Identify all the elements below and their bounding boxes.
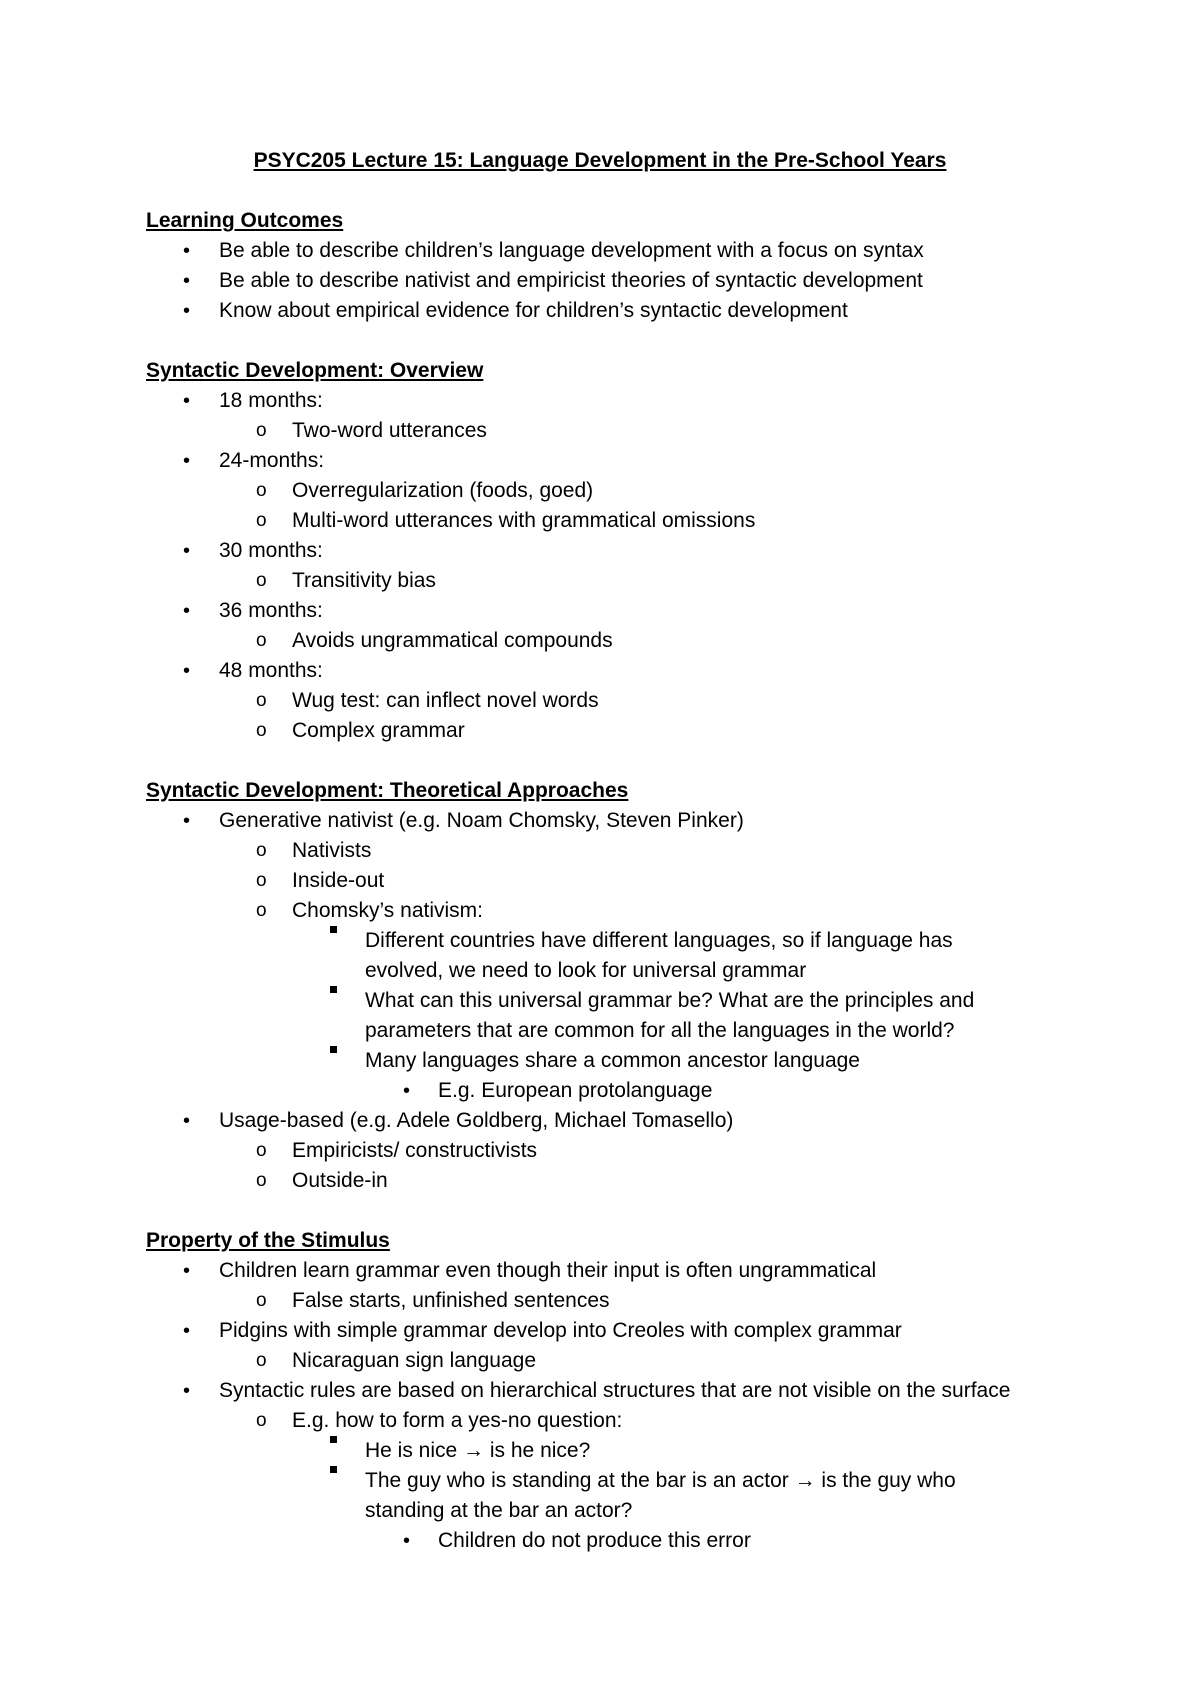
list-item-text: Chomsky’s nativism:	[292, 899, 483, 922]
square-bullet-icon	[330, 986, 337, 993]
list-item	[0, 446, 1200, 476]
bullet-icon: •	[183, 390, 191, 412]
list-item-text: parameters that are common for all the languages in the world?	[365, 1019, 955, 1042]
list-item	[0, 536, 1200, 566]
list-item	[0, 686, 1200, 716]
list-item-text: 24-months:	[219, 449, 325, 472]
list-item	[0, 866, 1200, 896]
bullet-icon: •	[183, 450, 191, 472]
square-bullet-icon	[330, 1436, 337, 1443]
square-bullet-icon	[330, 1466, 337, 1473]
bullet-icon: •	[183, 240, 191, 262]
section-heading-theoretical-approaches: Syntactic Development: Theoretical Approaches	[146, 779, 629, 802]
bullet-icon: •	[183, 810, 191, 832]
list-item	[0, 416, 1200, 446]
bullet-icon: •	[183, 270, 191, 292]
list-item	[0, 1286, 1200, 1316]
list-item-text: The guy who is standing at the bar is an actor → is the guy who	[365, 1469, 956, 1492]
circle-bullet-icon: o	[256, 1170, 267, 1191]
list-item-text: Different countries have different languages, so if language has	[365, 929, 953, 952]
list-item-text: Syntactic rules are based on hierarchical structures that are not visible on the surface	[219, 1379, 1011, 1402]
list-item-text: Inside-out	[292, 869, 385, 892]
list-item	[0, 1136, 1200, 1166]
list-learning-outcomes	[0, 236, 1200, 326]
list-item-text: E.g. how to form a yes-no question:	[292, 1409, 623, 1432]
list-item-text: Transitivity bias	[292, 569, 436, 592]
list-item-text: Nativists	[292, 839, 372, 862]
list-item-text: 18 months:	[219, 389, 323, 412]
list-item-text: Generative nativist (e.g. Noam Chomsky, Steven Pinker)	[219, 809, 744, 832]
list-item	[0, 656, 1200, 686]
list-item-text: Wug test: can inflect novel words	[292, 689, 599, 712]
list-item-text: 36 months:	[219, 599, 323, 622]
list-item-text: Be able to describe nativist and empiricist theories of syntactic development	[219, 269, 923, 292]
bullet-icon: •	[183, 540, 191, 562]
circle-bullet-icon: o	[256, 1140, 267, 1161]
bullet-icon: •	[403, 1530, 411, 1552]
circle-bullet-icon: o	[256, 870, 267, 891]
circle-bullet-icon: o	[256, 570, 267, 591]
circle-bullet-icon: o	[256, 510, 267, 531]
bullet-icon: •	[183, 1320, 191, 1342]
list-item	[0, 1106, 1200, 1136]
list-item	[0, 476, 1200, 506]
list-item-text: Two-word utterances	[292, 419, 487, 442]
circle-bullet-icon: o	[256, 480, 267, 501]
list-item-text: 48 months:	[219, 659, 323, 682]
list-item-text: Overregularization (foods, goed)	[292, 479, 594, 502]
bullet-icon: •	[183, 1110, 191, 1132]
list-item	[0, 1376, 1200, 1406]
list-item	[0, 1256, 1200, 1286]
list-item	[0, 1316, 1200, 1346]
list-item	[0, 596, 1200, 626]
bullet-icon: •	[183, 1260, 191, 1282]
section-heading-learning-outcomes: Learning Outcomes	[146, 209, 344, 232]
list-item-text: Complex grammar	[292, 719, 465, 742]
section-heading-property-of-stimulus: Property of the Stimulus	[146, 1229, 390, 1252]
list-item	[0, 716, 1200, 746]
circle-bullet-icon: o	[256, 1350, 267, 1371]
list-property-of-stimulus	[0, 1256, 1200, 1556]
bullet-icon: •	[183, 300, 191, 322]
bullet-icon: •	[183, 1380, 191, 1402]
list-item-text: He is nice → is he nice?	[365, 1439, 591, 1462]
list-syntactic-overview	[0, 386, 1200, 746]
list-item-text: Multi-word utterances with grammatical omissions	[292, 509, 756, 532]
bullet-icon: •	[183, 600, 191, 622]
list-item	[0, 956, 1200, 986]
square-bullet-icon	[330, 926, 337, 933]
list-item	[0, 566, 1200, 596]
list-item	[0, 1406, 1200, 1436]
list-item-text: Pidgins with simple grammar develop into Creoles with complex grammar	[219, 1319, 902, 1342]
list-item-text: standing at the bar an actor?	[365, 1499, 633, 1522]
list-item	[0, 1526, 1200, 1556]
list-item	[0, 806, 1200, 836]
list-item-text: Know about empirical evidence for children’s syntactic development	[219, 299, 848, 322]
circle-bullet-icon: o	[256, 1290, 267, 1311]
list-item	[0, 1436, 1200, 1466]
circle-bullet-icon: o	[256, 840, 267, 861]
list-item	[0, 1496, 1200, 1526]
list-item-text: Outside-in	[292, 1169, 388, 1192]
list-item-text: Nicaraguan sign language	[292, 1349, 537, 1372]
list-item-text: What can this universal grammar be? What are the principles and	[365, 989, 975, 1012]
list-item-text: Children do not produce this error	[438, 1529, 751, 1552]
list-item-text: Empiricists/ constructivists	[292, 1139, 538, 1162]
list-item	[0, 896, 1200, 926]
list-item	[0, 1466, 1200, 1496]
list-item-text: Avoids ungrammatical compounds	[292, 629, 613, 652]
circle-bullet-icon: o	[256, 630, 267, 651]
list-item-text: Many languages share a common ancestor language	[365, 1049, 860, 1072]
list-item	[0, 926, 1200, 956]
list-item	[0, 236, 1200, 266]
circle-bullet-icon: o	[256, 720, 267, 741]
section-heading-syntactic-overview: Syntactic Development: Overview	[146, 359, 484, 382]
list-item-text: evolved, we need to look for universal grammar	[365, 959, 807, 982]
list-item	[0, 1016, 1200, 1046]
list-item	[0, 1046, 1200, 1076]
list-item	[0, 1166, 1200, 1196]
list-item-text: E.g. European protolanguage	[438, 1079, 713, 1102]
list-item	[0, 506, 1200, 536]
list-item-text: Usage-based (e.g. Adele Goldberg, Michael Tomasello)	[219, 1109, 734, 1132]
circle-bullet-icon: o	[256, 900, 267, 921]
circle-bullet-icon: o	[256, 420, 267, 441]
list-item	[0, 836, 1200, 866]
list-item	[0, 386, 1200, 416]
list-theoretical-approaches	[0, 806, 1200, 1196]
list-item-text: Children learn grammar even though their input is often ungrammatical	[219, 1259, 877, 1282]
bullet-icon: •	[403, 1080, 411, 1102]
list-item	[0, 1346, 1200, 1376]
circle-bullet-icon: o	[256, 690, 267, 711]
list-item	[0, 266, 1200, 296]
list-item-text: False starts, unfinished sentences	[292, 1289, 610, 1312]
list-item	[0, 986, 1200, 1016]
circle-bullet-icon: o	[256, 1410, 267, 1431]
list-item	[0, 1076, 1200, 1106]
list-item	[0, 626, 1200, 656]
list-item	[0, 296, 1200, 326]
page-title: PSYC205 Lecture 15: Language Development in the Pre-School Years	[253, 149, 947, 172]
bullet-icon: •	[183, 660, 191, 682]
list-item-text: 30 months:	[219, 539, 323, 562]
list-item-text: Be able to describe children’s language development with a focus on syntax	[219, 239, 924, 262]
square-bullet-icon	[330, 1046, 337, 1053]
